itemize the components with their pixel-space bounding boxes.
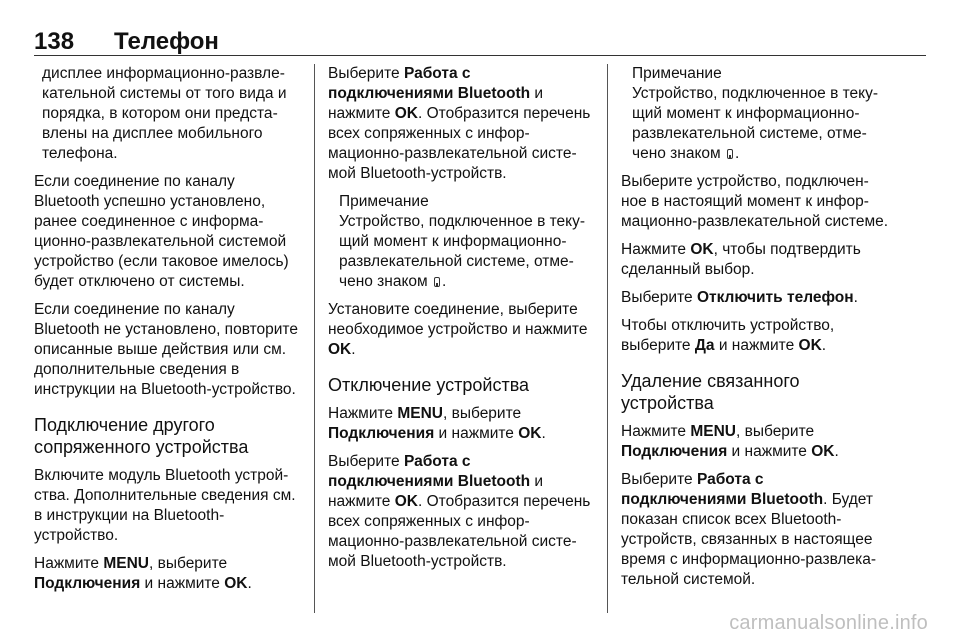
menu-term: OK [811,443,835,460]
menu-term: Отключить телефон [696,289,854,306]
menu-term: OK [224,575,248,592]
text: , чтобы подтвердить сделанный выбор. [621,241,861,278]
menu-term: MENU [690,423,736,440]
paragraph [621,240,889,280]
text: нажмите [328,105,395,122]
text: , выберите [736,423,815,440]
note-text: Устройство, подключенное в текущий момент к информационно-развлекательной системе, отмечено знаком [632,85,879,162]
page-number: 138 [34,28,75,55]
phone-connected-icon [434,277,440,287]
note-label: Примечание [632,65,722,82]
text: и [530,85,544,102]
menu-term: подключениями Bluetooth [328,85,531,102]
menu-term: OK [328,341,352,358]
text: Выберите [328,453,404,470]
column-3 [621,64,889,598]
paragraph: Выберите устройство, подключенное в настоящий момент к информационно-развлекательной системе. [621,173,889,230]
menu-term: подключениями Bluetooth [621,491,824,508]
column-divider-2 [607,64,608,613]
text: и нажмите [434,425,519,442]
text: , выберите [443,405,522,422]
paragraph [621,422,889,462]
paragraph [328,404,596,444]
menu-term: OK [798,337,822,354]
section-heading: Удаление связанного устройства [621,371,800,413]
note [328,192,596,292]
note-text: Устройство, подключенное в текущий момент к информационно-развлекательной системе, отмечено знаком [339,213,586,290]
paragraph [621,288,889,308]
note-label: Примечание [339,193,429,210]
paragraph: дисплее информационно-развлекательной системы от того вида и порядка, в котором они представлены на дисплее мобильного телефона. [42,65,287,162]
page-header [34,28,219,54]
text: . [247,575,252,592]
text: . Будет показан список всех Bluetooth-устройств, связанных в настоящее время с информационно-развлекательной системой. [621,491,877,588]
menu-term: OK [394,105,418,122]
text: , выберите [149,555,228,572]
paragraph [34,554,302,594]
text: . [853,289,858,306]
paragraph [621,316,889,356]
text: . [351,341,356,358]
text: и [530,473,544,490]
text: и нажмите [727,443,812,460]
paragraph: Если соединение по каналу Bluetooth не установлено, повторите описанные выше действия или см. дополнительные сведения в инструкции на Bluetooth-устройство. [34,301,298,398]
text: Чтобы отключить устройство, выберите [621,317,835,354]
text: . [834,443,839,460]
column-divider-1 [314,64,315,613]
text: Выберите [328,65,404,82]
menu-term: OK [394,493,418,510]
menu-term: Работа с [403,453,471,470]
paragraph [621,470,889,590]
text: . Отобразится перечень всех сопряженных с информационно-развлекательной системой Bluetooth-устройств. [328,493,591,570]
text: . [442,273,447,290]
paragraph [328,300,596,360]
column-2 [328,64,596,580]
paragraph [328,64,596,184]
text: . [735,145,740,162]
text: Нажмите [621,241,691,258]
menu-term: Работа с [403,65,471,82]
menu-term: Работа с [696,471,764,488]
header-divider [34,55,926,56]
menu-term: OK [690,241,714,258]
text: Нажмите [328,405,398,422]
menu-term: Да [694,337,715,354]
paragraph: Включите модуль Bluetooth устройства. Дополнительные сведения см. в инструкции на Bluetooth-устройство. [34,467,296,544]
menu-term: Подключения [621,443,728,460]
menu-term: OK [518,425,542,442]
phone-connected-icon [727,149,733,159]
text: Нажмите [34,555,104,572]
paragraph [328,452,596,572]
text: и нажмите [140,575,225,592]
menu-term: Подключения [328,425,435,442]
section-heading: Подключение другого сопряженного устройства [34,415,249,457]
section-heading: Отключение устройства [328,375,530,395]
watermark: carmanualsonline.info [729,612,928,634]
menu-term: MENU [397,405,443,422]
text: . [541,425,546,442]
text: и нажмите [714,337,799,354]
page-title: Телефон [114,28,219,55]
text: Нажмите [621,423,691,440]
column-1 [34,64,302,602]
text: Выберите [621,471,697,488]
text: . Отобразится перечень всех сопряженных с информационно-развлекательной системой Bluetooth-устройств. [328,105,591,182]
text: нажмите [328,493,395,510]
menu-term: подключениями Bluetooth [328,473,531,490]
text: Установите соединение, выберите необходимое устройство и нажмите [328,301,588,338]
menu-term: Подключения [34,575,141,592]
text: Выберите [621,289,697,306]
paragraph: Если соединение по каналу Bluetooth успешно установлено, ранее соединенное с информационно-развлекательной системой устройство (если таковое имелось) будет отключено от системы. [34,173,289,290]
note [621,64,889,164]
text: . [821,337,827,354]
menu-term: MENU [103,555,149,572]
